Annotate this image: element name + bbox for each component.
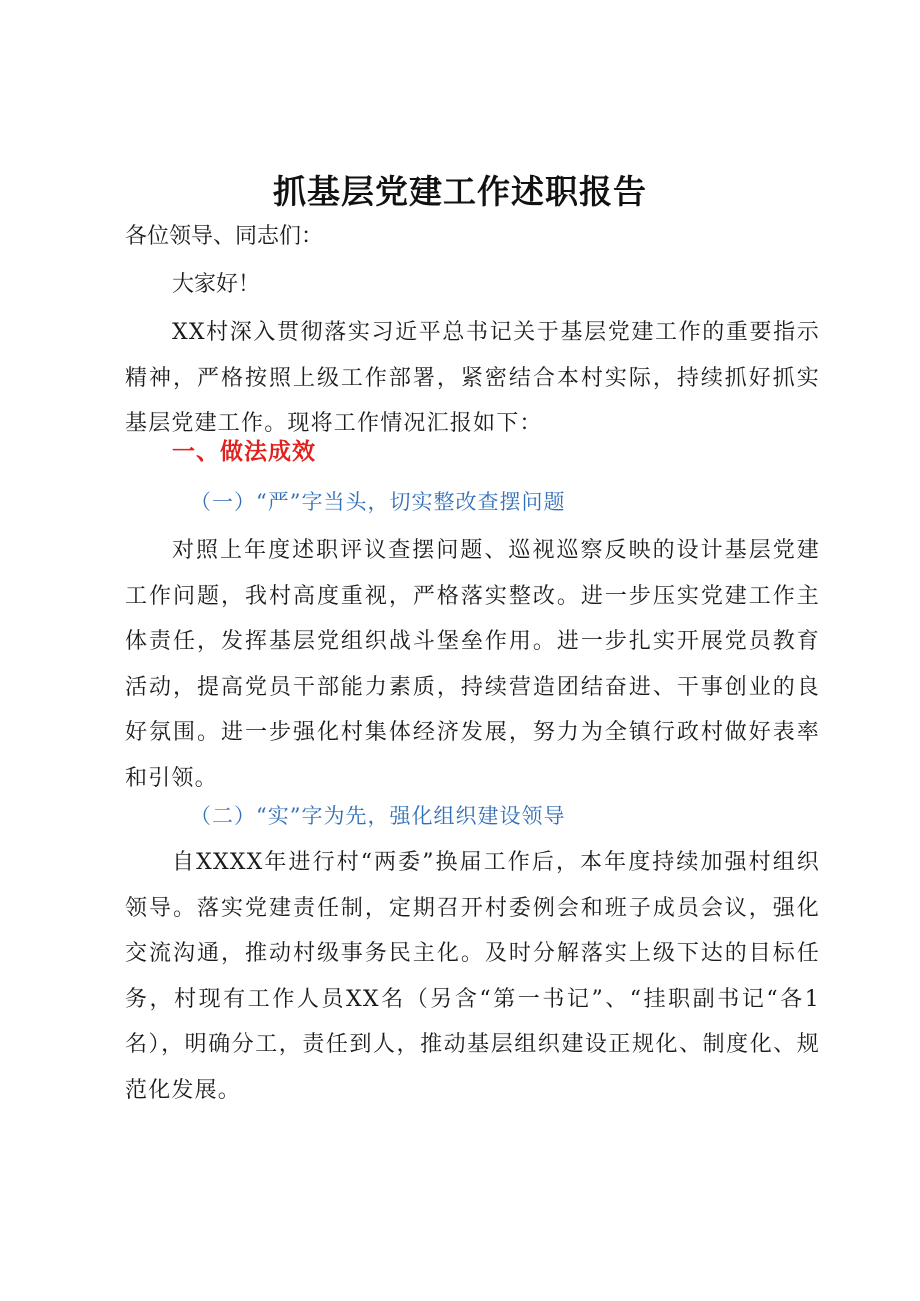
document-title: 抓基层党建工作述职报告 xyxy=(273,172,647,211)
subsection-2-body: 自XXXX年进行村“两委”换届工作后，本年度持续加强村组织领导。落实党建责任制，定期召开村委例会和班子成员会议，强化交流沟通，推动村级事务民主化。及时分解落实上级下达的目标任务，村现有工作人员XX名（另含“第一书记”、“挂职副书记“各1名），明确分工，责任到人，推动基层组织建设正规化、制度化、规范化发展。 xyxy=(125,850,820,1103)
greeting: 大家好！ xyxy=(172,272,261,297)
subsection-heading-1: （一）“严”字当头，切实整改查摆问题 xyxy=(190,490,566,514)
subsection-1-body: 对照上年度述职评议查摆问题、巡视巡察反映的设计基层党建工作问题，我村高度重视，严格落实整改。进一步压实党建工作主体责任，发挥基层党组织战斗堡垒作用。进一步扎实开展党员教育活动，提高党员干部能力素质，持续营造团结奋进、干事创业的良好氛围。进一步强化村集体经济发展，努力为全镇行政村做好表率和引领。 xyxy=(125,538,820,791)
intro-paragraph: XX村深入贯彻落实习近平总书记关于基层党建工作的重要指示精神，严格按照上级工作部署，紧密结合本村实际，持续抓好抓实基层党建工作。现将工作情况汇报如下： xyxy=(125,320,820,437)
section-heading-1: 一、做法成效 xyxy=(172,439,316,465)
salutation: 各位领导、同志们： xyxy=(125,224,324,249)
subsection-heading-2: （二）“实”字为先，强化组织建设领导 xyxy=(190,804,566,828)
